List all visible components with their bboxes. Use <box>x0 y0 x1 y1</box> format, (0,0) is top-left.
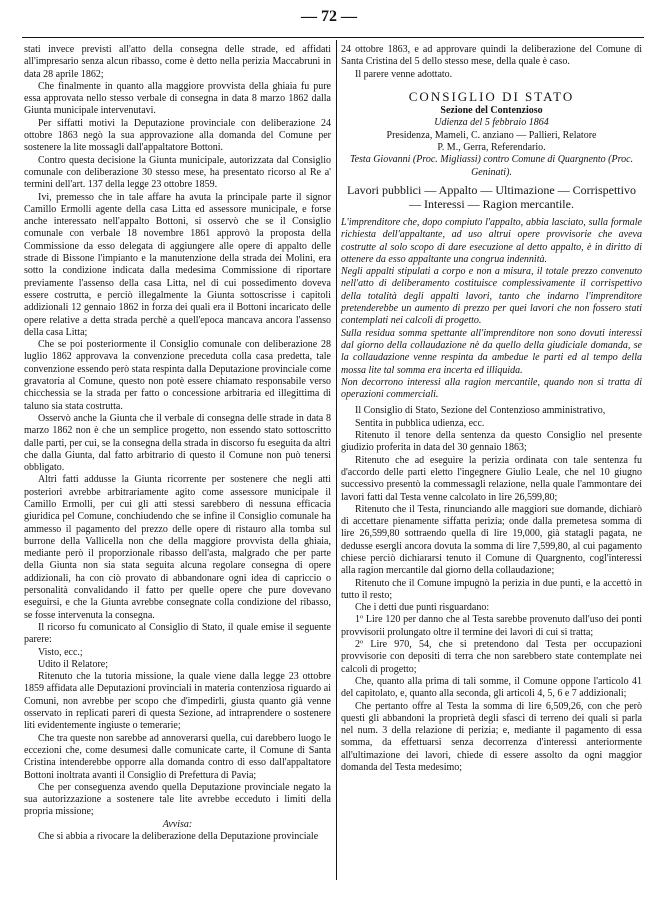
paragraph: Ivi, premesso che in tale affare ha avuta la principale parte il signor Camillo Ermolli agente della casa Litta ed assessore municipale, e forse anche interessato nell'appalto Bottoni, si osservò che se il Consiglio comunale con verbale 18 novembre 1861 approvò la proposta della Commissione da esso delegata di aggiungere alle opere di appalto delle strade di Bissone l'impianto e la manutenzione della strada dei Molini, era sotto la condizione indicata dalla medesima Commissione di riportare previamente l'assenso della casa Litta, nel di cui possedimento doveva essere costrutta, e perciò illegalmente la Giunta sottoscrisse i capitoli addizionali 12 gennaio 1862 in forza dei quali era il Bottoni incaricato delle opere relative a detta strada perchè a quell'epoca mancava ancora l'assenso della casa Litta; <box>24 191 331 338</box>
legal-maxim: L'imprenditore che, dopo compiuto l'appalto, abbia lasciato, sulla formale richiesta dell'appaltante, ad uso altrui opere provvisorie che aveva costrutte al solo scopo di dare esecuzione al detto appalto, è in diritto di ottenere da esso appaltante una congrua indennità. <box>341 216 642 265</box>
paragraph: Il ricorso fu comunicato al Consiglio di Stato, il quale emise il seguente parere: <box>24 621 331 646</box>
court-composition: Presidenza, Mameli, C. anziano — Pallieri, Relatore <box>386 129 597 141</box>
paragraph: Che, quanto alla prima di tali somme, il Comune oppone l'articolo 41 del capitolato, e, quanto alla seconda, gli articoli 4, 5, 6 e 7 addizionali; <box>341 675 642 700</box>
paragraph: stati invece previsti all'atto della consegna delle strade, ed affidati all'impresario senza alcun ribasso, come è detto nella perizia Maccabruni in data 28 aprile 1862; <box>24 44 331 80</box>
paragraph: Ritenuto il tenore della sentenza da questo Consiglio nel presente giudizio proferita in data del 30 gennaio 1863; <box>341 430 642 454</box>
paragraph: Che finalmente in quanto alla maggiore provvista della ghiaia fu pure essa approvata nello stesso verbale di consegna in data 8 marzo 1862 dalla Giunta municipale intervenutavi. <box>24 80 331 117</box>
header-rule <box>22 37 644 38</box>
column-divider <box>336 40 337 880</box>
paragraph: Il Consiglio di Stato, Sezione del Contenzioso amministrativo, <box>355 405 606 417</box>
paragraph: Che per conseguenza avendo quella Deputazione provinciale negato la sua autorizzazione a sostenere tale lite avrebbe ecceduto i limiti della propria missione; <box>24 781 331 818</box>
paragraph: Ritenuto che la tutoria missione, la quale viene dalla legge 23 ottobre 1859 affidata alle Deputazioni provinciali in materia contenziosa riguardo ai Comuni, non avrebbe per scopo che d'impedirli, giusta quanto già venne osservato in replicati pareri di questa Sezione, ad intraprendere o sostenere liti evidentemente ingiuste o temerarie; <box>24 671 331 732</box>
paragraph: 24 ottobre 1863, e ad approvare quindi la deliberazione del Comune di Santa Cristina del 5 dello stesso mese, della quale è caso. <box>341 44 642 68</box>
paragraph: Ritenuto che il Testa, rinunciando alle maggiori sue domande, dichiarò di accettare pienamente siffatta perizia; onde dalla premetesa somma di lire 26,599,80 sottraendo quella di lire 19,000, già statagli pagata, ne dedusse esergli ancora dovuta la somma di lire 7,599,80, al cui pagamento chiese perciò dichiararsi tenuto il Comune di Quargnento, cogl'interessi alla ragion mercantile dal giorno della collaudazione; <box>341 503 642 577</box>
paragraph: Che pertanto offre al Testa la somma di lire 6,509,26, con che però questi gli abbandoni la proprietà degli sfasci di terreno dei quali si parla nel num. 3 della relazione di perizia; e, mediante il pagamento di essa somma, da effettuarsi senza decorrenza d'interessi anteriormente all'ultimazione dei lavori, chiede di essere assolto da ogni maggior domanda del Testa medesimo; <box>341 700 642 774</box>
paragraph: Ritenuto che il Comune impugnò la perizia in due punti, e la accettò in tutto il resto; <box>341 577 642 601</box>
paragraph: Che si abbia a rivocare la deliberazione della Deputazione provinciale <box>38 831 319 842</box>
section-name: Sezione del Contenzioso <box>440 105 543 117</box>
paragraph: Osservò anche la Giunta che il verbale di consegna delle strade in data 8 marzo 1862 non è che un semplice progetto, non essendo stato sottoscritto dalle parti, per cui, se la consegna della strada in discorso fu eseguita da altri che dalla Giunta, dal fatto arbitrario di questo il Comune non può tenersi obbligato. <box>24 412 331 474</box>
page-number: — 72 — <box>301 8 357 25</box>
paragraph: Che se poi posteriormente il Consiglio comunale con deliberazione 28 luglio 1862 approvava la convenzione preceduta colla casa predetta, tale convenzione essendo però stata respinta dalla Deputazione provinciale come gravatoria al Comune, questo non potè essere chiamato responsabile verso chicchessia se la strada per fatto o concessione arbitraria ed illegittima di taluno sia stata costrutta. <box>24 339 331 412</box>
legal-maxim: Negli appalti stipulati a corpo e non a misura, il totale prezzo convenuto nell'atto di deliberamento costituisce complessivamente il corrispettivo della totalità degli appalti lavori, tanto che indarno l'imprenditore pretenderebbe un aumento di prezzo per quei lavori che non fossero stati contemplati nei calcoli di progetto. <box>341 266 642 327</box>
paragraph: Contro questa decisione la Giunta municipale, autorizzata dal Consiglio comunale con deliberazione 30 stesso mese, ha presentato ricorso al Re a' termini dell'art. 137 della legge 23 ottobre 1859. <box>24 154 331 191</box>
legal-maxim: Sulla residua somma spettante all'imprenditore non sono dovuti interessi dal giorno della collaudazione nè da quello della giudiciale domanda, se la collaudazione venne respinta da ambedue le parti ed al tempo della mossa lite tal somma era incerta ed illiquida. <box>341 327 642 376</box>
avvisa-heading: Avvisa: <box>162 818 193 830</box>
right-column <box>341 44 642 774</box>
public-ministry: P. M., Gerra, Referendario. <box>437 142 546 154</box>
paragraph: 2º Lire 970, 54, che si pretendono dal Testa per occupazioni provvisorie con depositi di terra che non sarebbero state contemplate nei calcoli di progetto; <box>341 639 642 675</box>
case-subject: Lavori pubblici — Appalto — Ultimazione — Corrispettivo — Interessi — Ragion mercantile. <box>347 182 636 211</box>
paragraph: Altri fatti addusse la Giunta ricorrente per sostenere che negli atti posteriori avrebbe arbitrariamente agito come assessore municipale il Camillo Ermolli, per cui gli atti stessi sarebbero di nessuna efficacia giuridica pel Comune, conchiudendo che se infine il Consiglio comunale ha ammesso il pagamento del prezzo delle opere di ristauro alla tomba sul burrone della Vallicella non che della maggiore provvista della ghiaia, mediante però il proporzionale ribasso dell'asta, malgrado che per parte della Giunta non sia stata seguita alcuna regolare consegna di opere addizionali, ha con ciò provato di abbandonare ogni idea di capriccio o personalità convalidando il fatto per quelle opere che pure dovevano eseguirsi, e che la Giunta avrebbe consegnate colla condizione del ribasso, se fosse intervenuta la consegna. <box>24 474 331 621</box>
paragraph: Per siffatti motivi la Deputazione provinciale con deliberazione 24 ottobre 1863 negò la sua approvazione alla domanda del Comune per sostenere la lite mossagli dall'appaltatore Bottoni. <box>24 117 331 154</box>
case-parties: Testa Giovanni (Proc. Migliassi) contro Comune di Quargnento (Proc. Geninati). <box>349 154 634 178</box>
paragraph: Che tra queste non sarebbe ad annoverarsi quella, cui darebbero luogo le eccezioni che, come desumesi dalle comunicate carte, il Comune di Santa Cristina intenderebbe opporre alla domanda contro di esso dall'appaltatore Bottoni inoltrata avanti il Consiglio di Prefettura di Pavia; <box>24 732 331 781</box>
court-title: CONSIGLIO DI STATO <box>408 88 575 104</box>
paragraph: Sentita in pubblica udienza, ecc. <box>355 417 485 429</box>
legal-maxim: Non decorrono interessi alla ragion mercantile, quando non si tratta di operazioni commerciali. <box>341 376 642 401</box>
paragraph: Il parere venne adottato. <box>355 68 453 80</box>
paragraph: Che i detti due punti risguardano: <box>355 602 490 614</box>
paragraph: Visto, ecc.; <box>38 646 83 658</box>
left-column <box>24 44 331 843</box>
paragraph: Udito il Relatore; <box>38 658 108 670</box>
hearing-date: Udienza del 5 febbraio 1864 <box>434 117 549 129</box>
paragraph: 1º Lire 120 per danno che al Testa sarebbe provenuto dall'uso dei ponti provvisorii prolungato oltre il termine dei lavori di cui si tratta; <box>341 614 642 638</box>
paragraph: Ritenuto che ad eseguire la perizia ordinata con tale sentenza fu d'accordo delle parti eletto l'ingegnere Giulio Leale, che nel 10 giugno successivo presentò la commessagli relazione, nella quale l'ammontare dei lavori fatti dal Testa venne calcolato in lire 26,599,80; <box>341 454 642 503</box>
